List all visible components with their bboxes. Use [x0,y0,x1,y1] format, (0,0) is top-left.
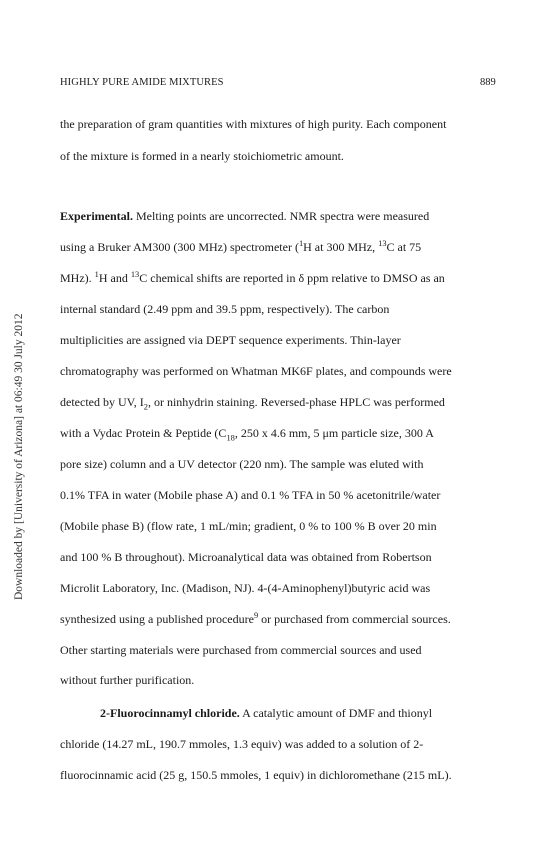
experimental-line-14 [60,612,451,627]
running-head: HIGHLY PURE AMIDE MIXTURES [60,77,224,88]
superscript: 13 [130,270,140,279]
experimental-line-5: multiplicities are assigned via DEPT sequence experiments. Thin-layer [60,333,401,347]
text-run: or purchased from commercial sources. [258,612,451,626]
fluoro-line-2: chloride (14.27 mL, 190.7 mmoles, 1.3 equiv) was added to a solution of 2- [60,737,424,751]
experimental-text: Melting points are uncorrected. NMR spectra were measured [133,209,430,223]
text-run: using a Bruker AM300 (300 MHz) spectrometer ( [60,240,299,254]
experimental-line-9: pore size) column and a UV detector (220 nm). The sample was eluted with [60,457,424,471]
experimental-line-13: Microlit Laboratory, Inc. (Madison, NJ). 4-(4-Aminophenyl)butyric acid was [60,581,431,595]
page-number: 889 [480,77,496,88]
fluoro-line-3: fluorocinnamic acid (25 g, 150.5 mmoles, 1 equiv) in dichloromethane (215 mL). [60,768,452,782]
superscript: 1 [94,270,99,279]
experimental-line-8 [60,426,434,441]
superscript: 13 [378,239,387,248]
experimental-line-7 [60,395,445,410]
text-run: C at 75 [386,240,422,254]
fluoro-line-1 [100,706,432,721]
experimental-line-12: and 100 % B throughout). Microanalytical data was obtained from Robertson [60,550,432,564]
text-run: detected by UV, I [60,395,144,409]
footnote-reference: 9 [253,611,259,620]
experimental-line-6: chromatography was performed on Whatman MK6F plates, and compounds were [60,364,452,378]
text-run: synthesized using a published procedure [60,612,254,626]
fluoro-heading: 2-Fluorocinnamyl chloride. [100,706,240,720]
text-run: , or ninhydrin staining. Reversed-phase HPLC was performed [147,395,445,409]
experimental-line-2 [60,240,421,255]
intro-line-1: the preparation of gram quantities with mixtures of high purity. Each component [60,117,447,131]
fluoro-text: A catalytic amount of DMF and thionyl [239,706,433,720]
experimental-line-3 [60,271,445,286]
text-run: H at 300 MHz, [303,240,379,254]
text-run: C chemical shifts are reported in δ ppm relative to DMSO as an [139,271,445,285]
experimental-line-10: 0.1% TFA in water (Mobile phase A) and 0.1 % TFA in 50 % acetonitrile/water [60,488,441,502]
experimental-line-15: Other starting materials were purchased from commercial sources and used [60,643,422,657]
download-watermark: Downloaded by [University of Arizona] at 06:49 30 July 2012 [13,313,25,600]
subscript: 18 [226,433,235,443]
experimental-heading: Experimental. [60,209,133,223]
subscript: 2 [143,402,148,412]
text-run: , 250 x 4.6 mm, 5 μm particle size, 300 A [234,426,434,440]
experimental-line-11: (Mobile phase B) (flow rate, 1 mL/min; gradient, 0 % to 100 % B over 20 min [60,519,437,533]
experimental-line-16: without further purification. [60,673,195,687]
experimental-line-4: internal standard (2.49 ppm and 39.5 ppm, respectively). The carbon [60,302,390,316]
superscript: 1 [298,239,304,248]
text-run: with a Vydac Protein & Peptide (C [60,426,227,440]
text-run: H and [98,271,131,285]
experimental-line-1 [60,209,429,224]
text-run: MHz). [60,271,95,285]
intro-line-2: of the mixture is formed in a nearly stoichiometric amount. [60,149,344,163]
